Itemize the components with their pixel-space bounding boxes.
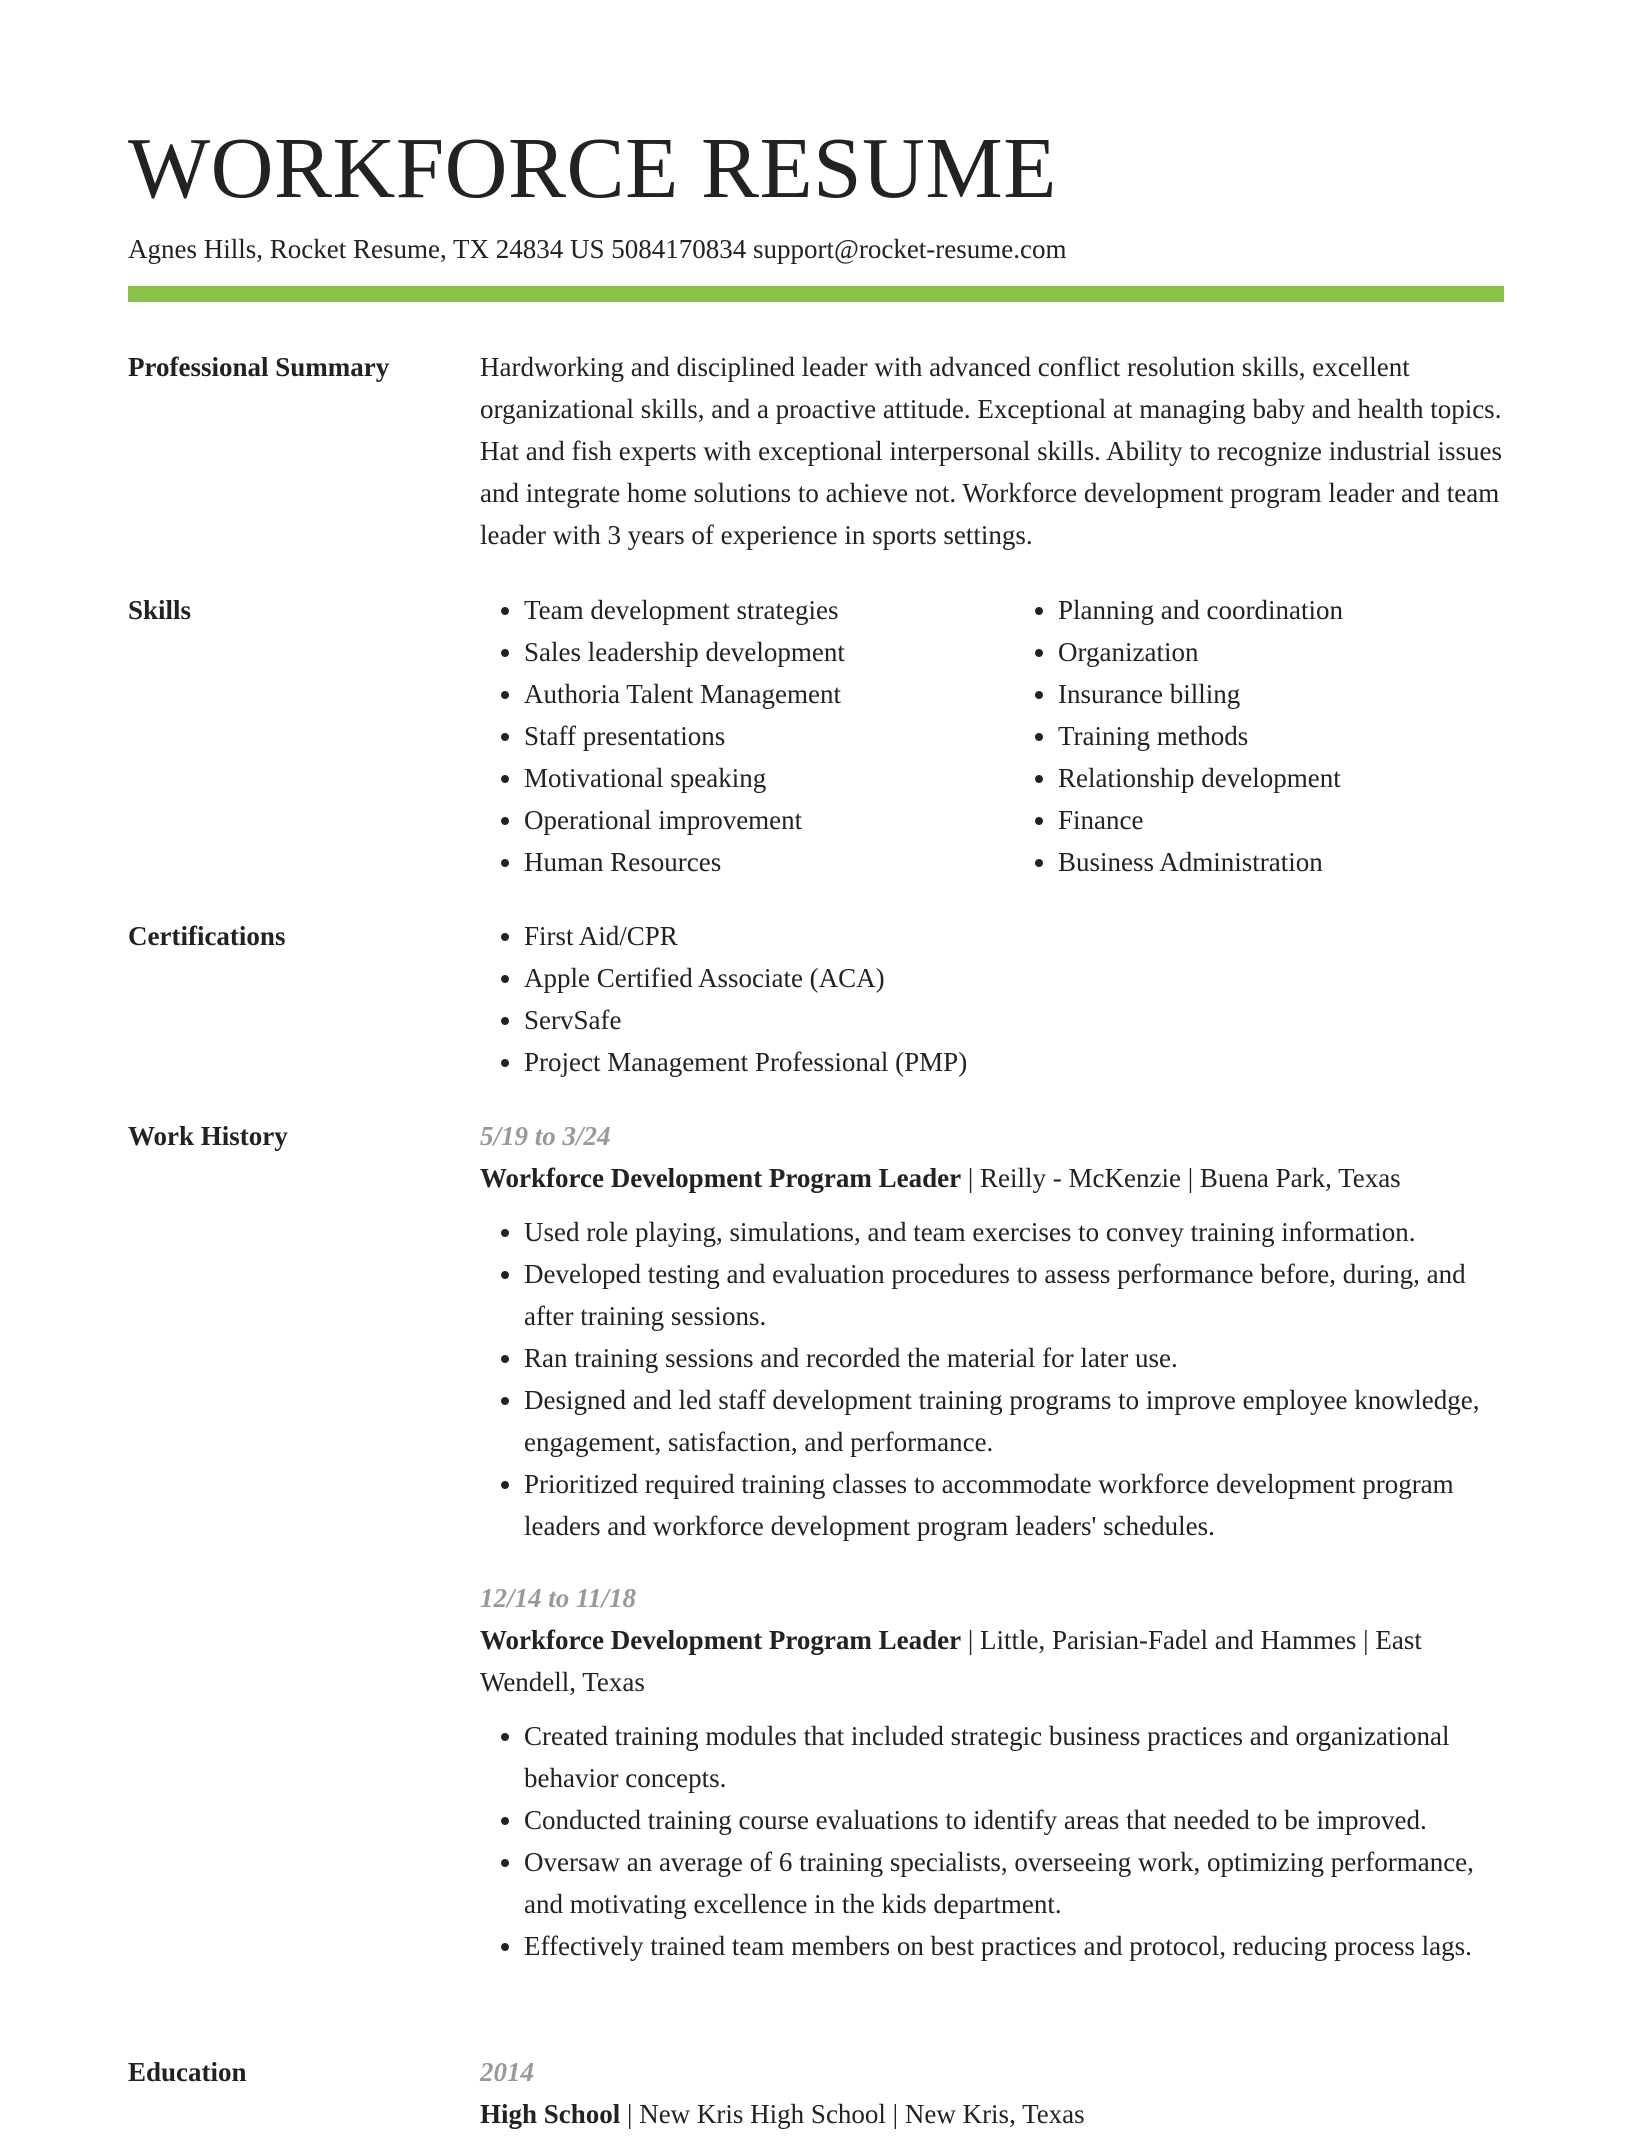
skill-item: • Finance bbox=[1058, 799, 1504, 841]
job-bullet: • Conducted training course evaluations to identify areas that needed to be improved. bbox=[524, 1799, 1504, 1841]
job-bullet: • Created training modules that included strategic business practices and organizational behavior concepts. bbox=[524, 1715, 1504, 1799]
skill-item: • Human Resources bbox=[524, 841, 970, 883]
education-details: | New Kris High School | New Kris, Texas bbox=[620, 2099, 1085, 2129]
education-body bbox=[480, 2051, 1504, 2147]
skills-list-left bbox=[480, 589, 970, 883]
skill-item: • Sales leadership development bbox=[524, 631, 970, 673]
job-title: Workforce Development Program Leader bbox=[480, 1625, 962, 1655]
work-history-heading: Work History bbox=[128, 1121, 288, 1151]
job-bullet: • Oversaw an average of 6 training specialists, overseeing work, optimizing performance, and motivating excellence in the kids department. bbox=[524, 1841, 1504, 1925]
certifications-heading: Certifications bbox=[128, 921, 286, 951]
skill-item: • Relationship development bbox=[1058, 757, 1504, 799]
summary-heading: Professional Summary bbox=[128, 352, 390, 382]
skill-item: • Training methods bbox=[1058, 715, 1504, 757]
skill-item: • Team development strategies bbox=[524, 589, 970, 631]
resume-name: WORKFORCE RESUME bbox=[128, 119, 1057, 216]
job-details: | Little, Parisian-Fadel and Hammes | East Wendell, Texas bbox=[480, 1625, 1422, 1697]
job-line bbox=[480, 1619, 1504, 1703]
skill-item: • Organization bbox=[1058, 631, 1504, 673]
contact-line: Agnes Hills, Rocket Resume, TX 24834 US 5084170834 support@rocket-resume.com bbox=[128, 234, 1067, 264]
job-bullet: • Used role playing, simulations, and team exercises to convey training information. bbox=[524, 1211, 1504, 1253]
summary-text: Hardworking and disciplined leader with advanced conflict resolution skills, excellent organizational skills, and a proactive attitude. Exceptional at managing baby and health topics. Hat and fish experts with exceptional interpersonal skills. Ability to recognize industrial issues and integrate home solutions to achieve not. Workforce development program leader and team leader with 3 years of experience in sports settings. bbox=[480, 352, 1503, 550]
skills-heading: Skills bbox=[128, 595, 192, 625]
skill-item: • Staff presentations bbox=[524, 715, 970, 757]
certification-item: • ServSafe bbox=[524, 999, 1504, 1041]
summary-body bbox=[480, 346, 1504, 556]
job-title: Workforce Development Program Leader bbox=[480, 1163, 962, 1193]
skills-columns bbox=[480, 589, 1504, 883]
skill-item: • Planning and coordination bbox=[1058, 589, 1504, 631]
certification-item: • First Aid/CPR bbox=[524, 915, 1504, 957]
job-dates: 12/14 to 11/18 bbox=[480, 1583, 637, 1613]
job-bullet: • Ran training sessions and recorded the material for later use. bbox=[524, 1337, 1504, 1379]
education-dates: 2014 bbox=[480, 2057, 534, 2087]
certification-item: • Project Management Professional (PMP) bbox=[524, 1041, 1504, 1083]
skill-item: • Business Administration bbox=[1058, 841, 1504, 883]
certifications-list bbox=[480, 915, 1504, 1083]
job-details: | Reilly - McKenzie | Buena Park, Texas bbox=[961, 1163, 1401, 1193]
skill-item: • Motivational speaking bbox=[524, 757, 970, 799]
certifications-body bbox=[480, 915, 1504, 1083]
job-bullets bbox=[480, 1211, 1504, 1547]
job-bullet: • Developed testing and evaluation procedures to assess performance before, during, and after training sessions. bbox=[524, 1253, 1504, 1337]
job-entry bbox=[480, 1577, 1504, 1967]
job-bullet: • Prioritized required training classes to accommodate workforce development program leaders and workforce development program leaders' schedules. bbox=[524, 1463, 1504, 1547]
skill-item: • Authoria Talent Management bbox=[524, 673, 970, 715]
education-heading: Education bbox=[128, 2057, 247, 2087]
education-line bbox=[480, 2093, 1504, 2135]
job-dates: 5/19 to 3/24 bbox=[480, 1121, 611, 1151]
job-bullet: • Effectively trained team members on best practices and protocol, reducing process lags. bbox=[524, 1925, 1504, 1967]
job-entry bbox=[480, 1115, 1504, 1547]
accent-divider bbox=[128, 286, 1504, 302]
job-line bbox=[480, 1157, 1504, 1199]
skills-list-right bbox=[1014, 589, 1504, 883]
skill-item: • Operational improvement bbox=[524, 799, 970, 841]
work-history-body bbox=[480, 1115, 1504, 1967]
certification-item: • Apple Certified Associate (ACA) bbox=[524, 957, 1504, 999]
education-degree: High School bbox=[480, 2099, 621, 2129]
job-bullets bbox=[480, 1715, 1504, 1967]
job-bullet: • Designed and led staff development training programs to improve employee knowledge, engagement, satisfaction, and performance. bbox=[524, 1379, 1504, 1463]
skill-item: • Insurance billing bbox=[1058, 673, 1504, 715]
